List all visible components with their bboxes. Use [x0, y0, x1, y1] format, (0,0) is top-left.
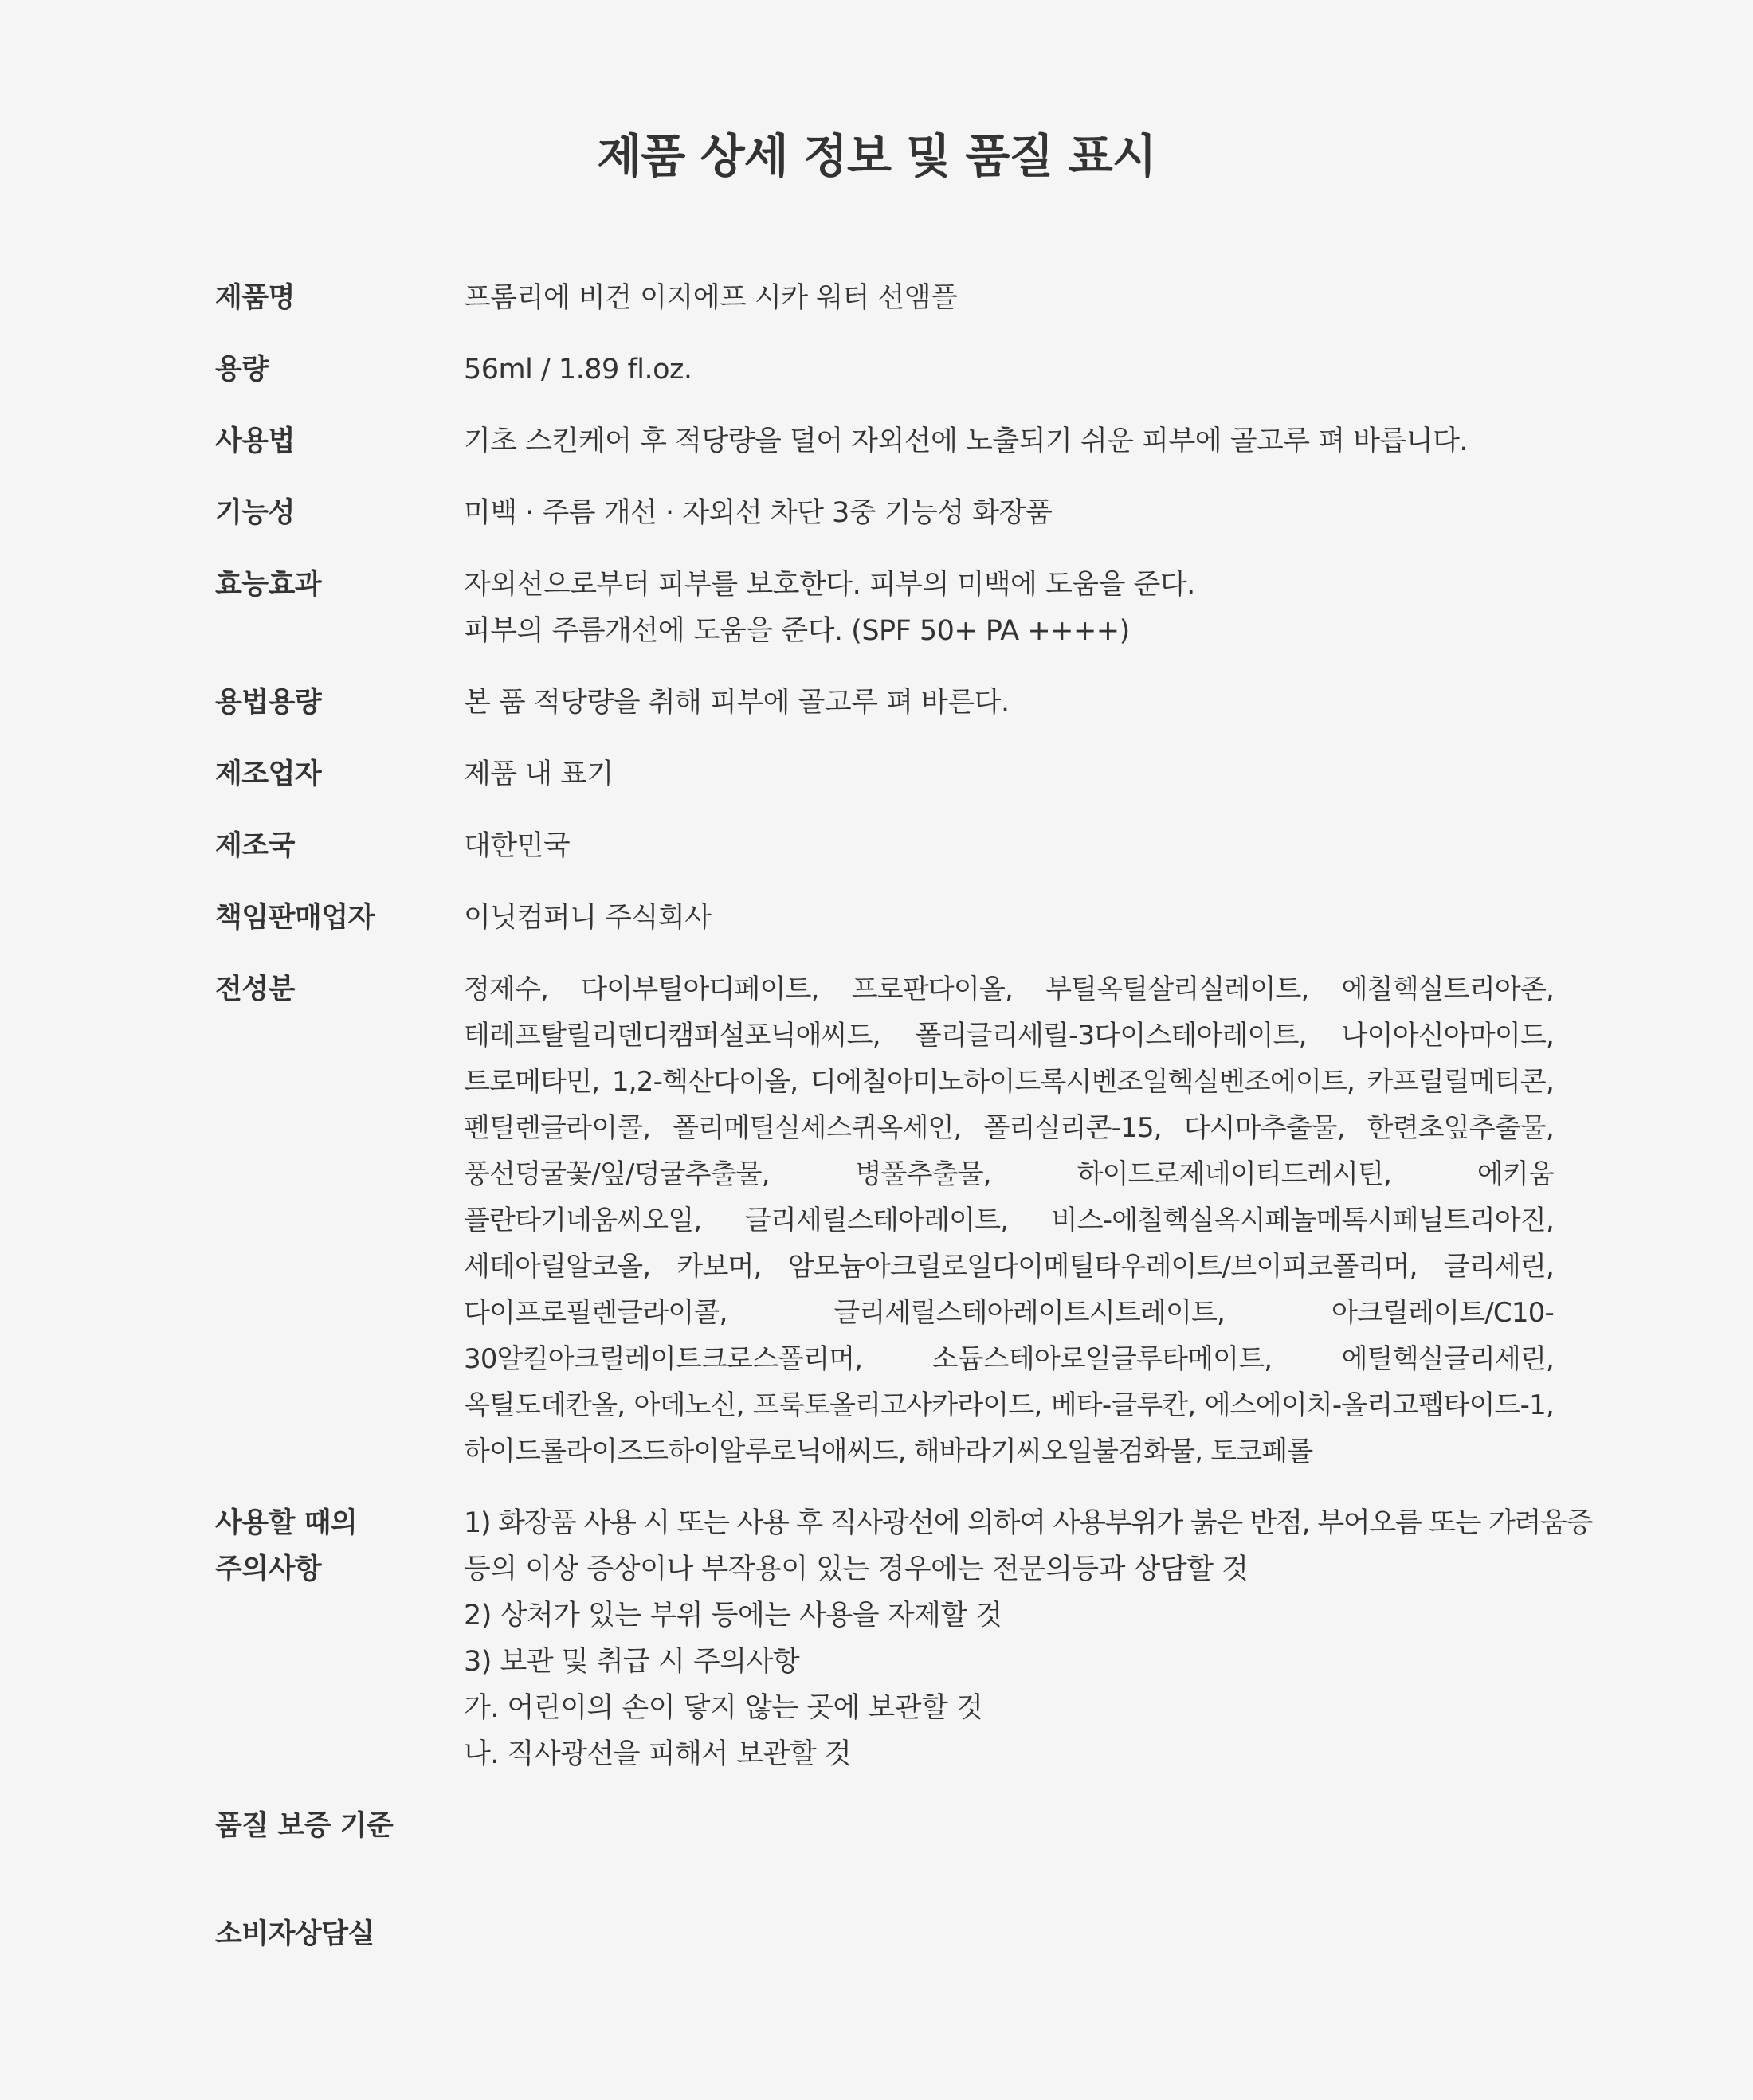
dosage-label: 용법용량 [215, 687, 322, 719]
product-info-table [215, 275, 1593, 1957]
efficacy-line: 피부의 주름개선에 도움을 준다. (SPF 50+ PA ++++) [464, 615, 1130, 647]
seller-value: 이닛컴퍼니 주식회사 [464, 902, 712, 934]
volume-value: 56ml / 1.89 fl.oz. [464, 354, 692, 386]
usage-value: 기초 스킨케어 후 적당량을 덜어 자외선에 노출되기 쉬운 피부에 골고루 펴 바릅니다. [464, 425, 1469, 457]
caution-line: 등의 이상 증상이나 부작용이 있는 경우에는 전문의등과 상담할 것 [464, 1553, 1249, 1585]
caution-line: 3) 보관 및 취급 시 주의사항 [464, 1646, 800, 1678]
product-name-value: 프롬리에 비건 이지에프 시카 워터 선앰플 [464, 282, 958, 314]
dosage-value: 본 품 적당량을 취해 피부에 골고루 펴 바른다. [464, 687, 1010, 719]
efficacy-label: 효능효과 [215, 569, 322, 601]
volume-label: 용량 [215, 354, 269, 386]
caution-label-line: 주의사항 [215, 1553, 322, 1585]
function-label: 기능성 [215, 497, 295, 529]
consumer-label: 소비자상담실 [215, 1918, 375, 1950]
ingredients-value: 정제수, 다이부틸아디페이트, 프로판다이올, 부틸옥틸살리실레이트, 에칠헥실트리아존, 테레프탈릴리덴디캠퍼설포닉애씨드, 폴리글리세릴-3다이스테아레이트, 나이아신아마이드, 트로메타민, 1,2-헥산다이올, 디에칠아미노하이드록시벤조일헥실벤조에이트, 카프릴릴메티콘, 펜틸렌글라이콜, 폴리메틸실세스퀴옥세인, 폴리실리콘-15, 다시마추출물, 한련초잎추출물, 풍선덩굴꽃/잎/덩굴추출물, 병풀추출물, 하이드로제네이티드레시틴, 에키움 플란타기네움씨오일, 글리세릴스테아레이트, 비스-에칠헥실옥시페놀메톡시페닐트리아진, 세테아릴알코올, 카보머, 암모늄아크릴로일다이메틸타우레이트/브이피코폴리머, 글리세린, 다이프로필렌글라이콜, 글리세릴스테아레이트시트레이트, 아크릴레이트/C10-30알킬아크릴레이트크로스폴리머, 소듐스테아로일글루타메이트, 에틸헥실글리세린, 옥틸도데칸올, 아데노신, 프룩토올리고사카라이드, 베타-글루칸, 에스에이치-올리고펩타이드-1, 하이드롤라이즈드하이알루로닉애씨드, 해바라기씨오일불검화물, 토코페롤 [464, 974, 1554, 1467]
row-volume [215, 347, 1554, 393]
manufacturer-value: 제품 내 표기 [464, 758, 614, 790]
seller-label: 책임판매업자 [215, 902, 375, 934]
usage-label: 사용법 [215, 425, 295, 457]
manufacturer-label: 제조업자 [215, 758, 322, 790]
ingredients-label: 전성분 [215, 974, 295, 1005]
row-efficacy [215, 562, 1554, 654]
country-value: 대한민국 [464, 830, 571, 862]
caution-line: 나. 직사광선을 피해서 보관할 것 [464, 1738, 852, 1770]
row-function [215, 490, 1554, 536]
quality-label: 품질 보증 기준 [215, 1810, 394, 1842]
row-seller [215, 895, 1554, 941]
row-caution [215, 1500, 1593, 1777]
row-dosage [215, 680, 1554, 726]
caution-line: 2) 상처가 있는 부위 등에는 사용을 자제할 것 [464, 1600, 1002, 1632]
row-ingredients [215, 966, 1554, 1475]
row-quality [215, 1803, 1554, 1849]
product-name-label: 제품명 [215, 282, 295, 314]
caution-label [215, 1500, 464, 1593]
row-product-name [215, 275, 1554, 321]
row-consumer [215, 1911, 1554, 1957]
page-title: 제품 상세 정보 및 품질 표시 [597, 129, 1156, 183]
row-manufacturer [215, 751, 1554, 797]
row-usage [215, 418, 1554, 464]
caution-label-line: 사용할 때의 [215, 1507, 358, 1539]
efficacy-line: 자외선으로부터 피부를 보호한다. 피부의 미백에 도움을 준다. [464, 569, 1195, 601]
country-label: 제조국 [215, 830, 295, 862]
caution-line: 1) 화장품 사용 시 또는 사용 후 직사광선에 의하여 사용부위가 붉은 반점, 부어오름 또는 가려움증 [464, 1507, 1593, 1539]
function-value: 미백 · 주름 개선 · 자외선 차단 3중 기능성 화장품 [464, 497, 1053, 529]
row-country [215, 823, 1554, 869]
caution-line: 가. 어린이의 손이 닿지 않는 곳에 보관할 것 [464, 1692, 983, 1724]
caution-value [464, 1500, 1592, 1777]
efficacy-value [464, 562, 1554, 654]
